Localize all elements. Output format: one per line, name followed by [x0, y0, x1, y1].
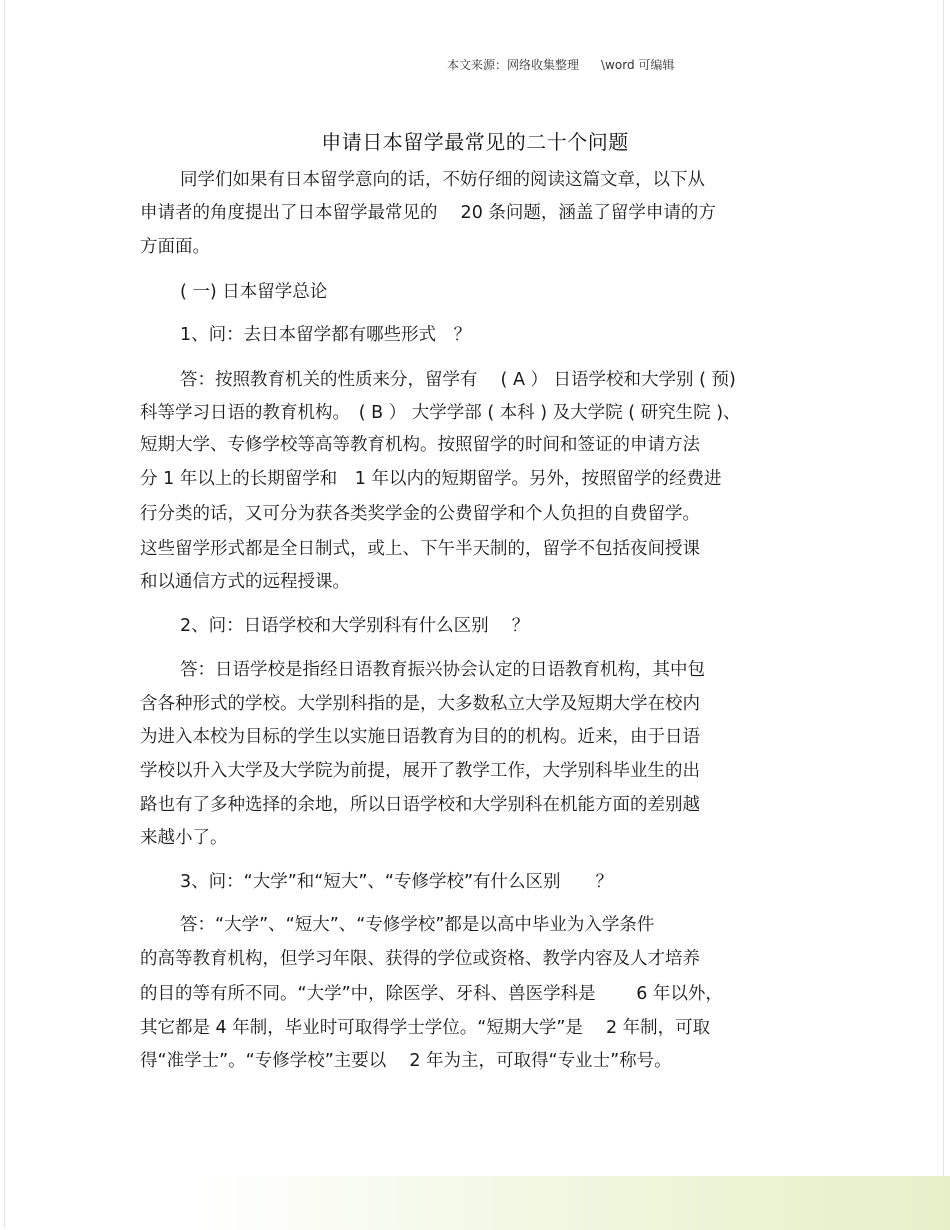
paragraph-line: 3、问：“大学”和“短大”、“专修学校”有什么区别 ？ — [180, 872, 614, 892]
paragraph-line: 短期大学、专修学校等高等教育机构。按照留学的时间和签证的申请方法 — [140, 435, 700, 455]
source-note — [447, 56, 674, 73]
editable-label: \word 可编辑 — [601, 58, 675, 72]
source-label: 本文来源：网络收集整理 — [447, 58, 580, 72]
paragraph-line: 含各种形式的学校。大学别科指的是，大多数私立大学及短期大学在校内 — [140, 694, 700, 714]
paragraph-line: 答：“大学”、“短大”、“专修学校”都是以高中毕业为入学条件 — [180, 915, 655, 935]
paragraph-line: 来越小了。 — [140, 828, 228, 848]
paragraph-line: 学校以升入大学及大学院为前提，展开了教学工作，大学别科毕业生的出 — [140, 761, 700, 781]
paragraph-line: 的高等教育机构，但学习年限、获得的学位或资格、教学内容及人才培养 — [140, 949, 700, 969]
paragraph-line: 分 1 年以上的长期留学和 1 年以内的短期留学。另外，按照留学的经费进 — [140, 469, 722, 489]
paragraph-line: 为进入本校为目标的学生以实施日语教育为目的的机构。近来，由于日语 — [140, 727, 700, 747]
paragraph-line: 路也有了多种选择的余地，所以日语学校和大学别科在机能方面的差别越 — [140, 795, 700, 815]
paragraph-line: 方面面。 — [140, 237, 210, 257]
paragraph-line: 其它都是 4 年制，毕业时可取得学士学位。“短期大学”是 2 年制，可取 — [140, 1018, 711, 1038]
footer-decoration — [200, 1176, 950, 1230]
paragraph-line: 得“准学士”。“专修学校”主要以 2 年为主，可取得“专业士”称号。 — [140, 1051, 672, 1071]
paragraph-line: 科等学习日语的教育机构。 ( B ） 大学学部 ( 本科 ) 及大学院 ( 研究生院 )、 — [140, 403, 741, 423]
paragraph-line: 答：日语学校是指经日语教育振兴协会认定的日语教育机构，其中包 — [180, 660, 705, 680]
paragraph-line: 行分类的话，又可分为获各类奖学金的公费留学和个人负担的自费留学。 — [140, 504, 700, 524]
paragraph-line: 和以通信方式的远程授课。 — [140, 572, 350, 592]
paragraph-line: 同学们如果有日本留学意向的话，不妨仔细的阅读这篇文章，以下从 — [180, 170, 705, 190]
paragraph-line: 这些留学形式都是全日制式，或上、下午半天制的，留学不包括夜间授课 — [140, 539, 700, 559]
paragraph-line: 答：按照教育机关的性质来分，留学有 ( A ） 日语学校和大学别 ( 预) — [180, 370, 736, 390]
paragraph-line: 申请者的角度提出了日本留学最常见的 20 条问题，涵盖了留学申请的方 — [140, 203, 716, 223]
paragraph-line: 1、问：去日本留学都有哪些形式 ？ — [180, 325, 472, 345]
paragraph-line: 的目的等有所不同。“大学”中，除医学、牙科、兽医学科是 6 年以外， — [140, 984, 723, 1004]
paragraph-line: ( 一) 日本留学总论 — [180, 282, 328, 302]
paragraph-line: 2、问：日语学校和大学别科有什么区别 ？ — [180, 616, 530, 636]
document-title: 申请日本留学最常见的二十个问题 — [321, 130, 629, 154]
